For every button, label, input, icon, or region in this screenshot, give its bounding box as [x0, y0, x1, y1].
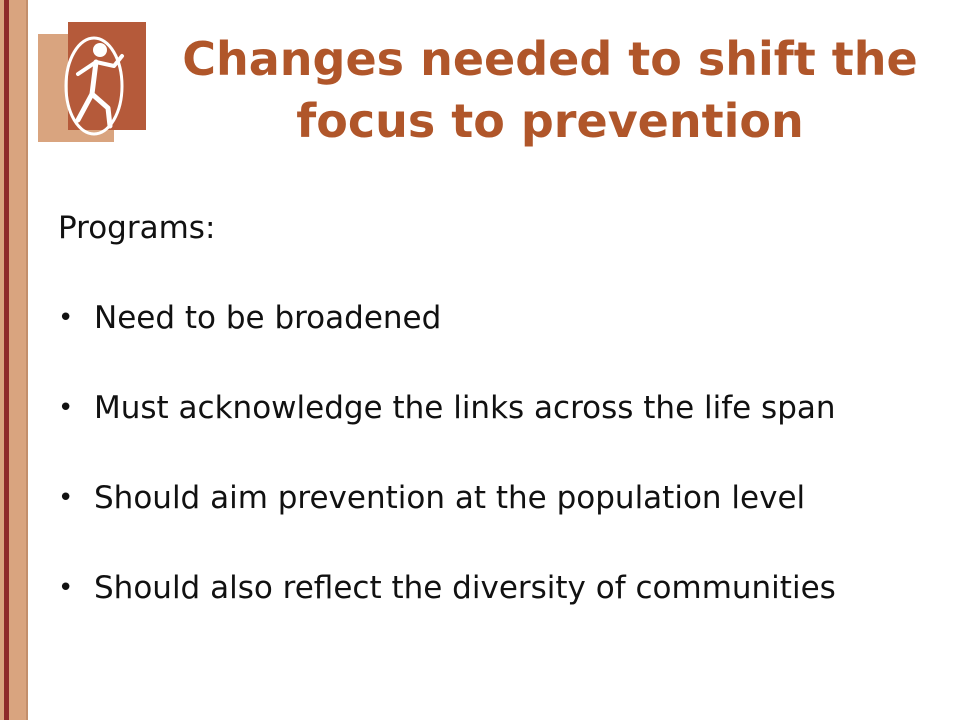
- list-item: [58, 296, 938, 340]
- left-stripe-edge: [26, 0, 28, 720]
- bullet-icon: •: [58, 573, 74, 603]
- bullet-icon: •: [58, 483, 74, 513]
- bullet-text: Need to be broadened: [94, 300, 442, 336]
- bullet-text: Should also reflect the diversity of communities: [94, 570, 836, 606]
- section-label: Programs:: [58, 210, 216, 246]
- bullet-icon: •: [58, 303, 74, 333]
- slide-title: Changes needed to shift the focus to prevention: [182, 32, 918, 148]
- bullet-text: Must acknowledge the links across the life span: [94, 390, 836, 426]
- running-figure-logo-icon: [38, 22, 146, 146]
- bullet-icon: •: [58, 393, 74, 423]
- bullet-list: [58, 296, 938, 610]
- left-stripe-dark: [4, 0, 9, 720]
- list-item: [58, 566, 938, 610]
- bullet-text: Should aim prevention at the population level: [94, 480, 806, 516]
- list-item: [58, 476, 938, 520]
- slide-content: [58, 206, 938, 656]
- list-item: [58, 386, 938, 430]
